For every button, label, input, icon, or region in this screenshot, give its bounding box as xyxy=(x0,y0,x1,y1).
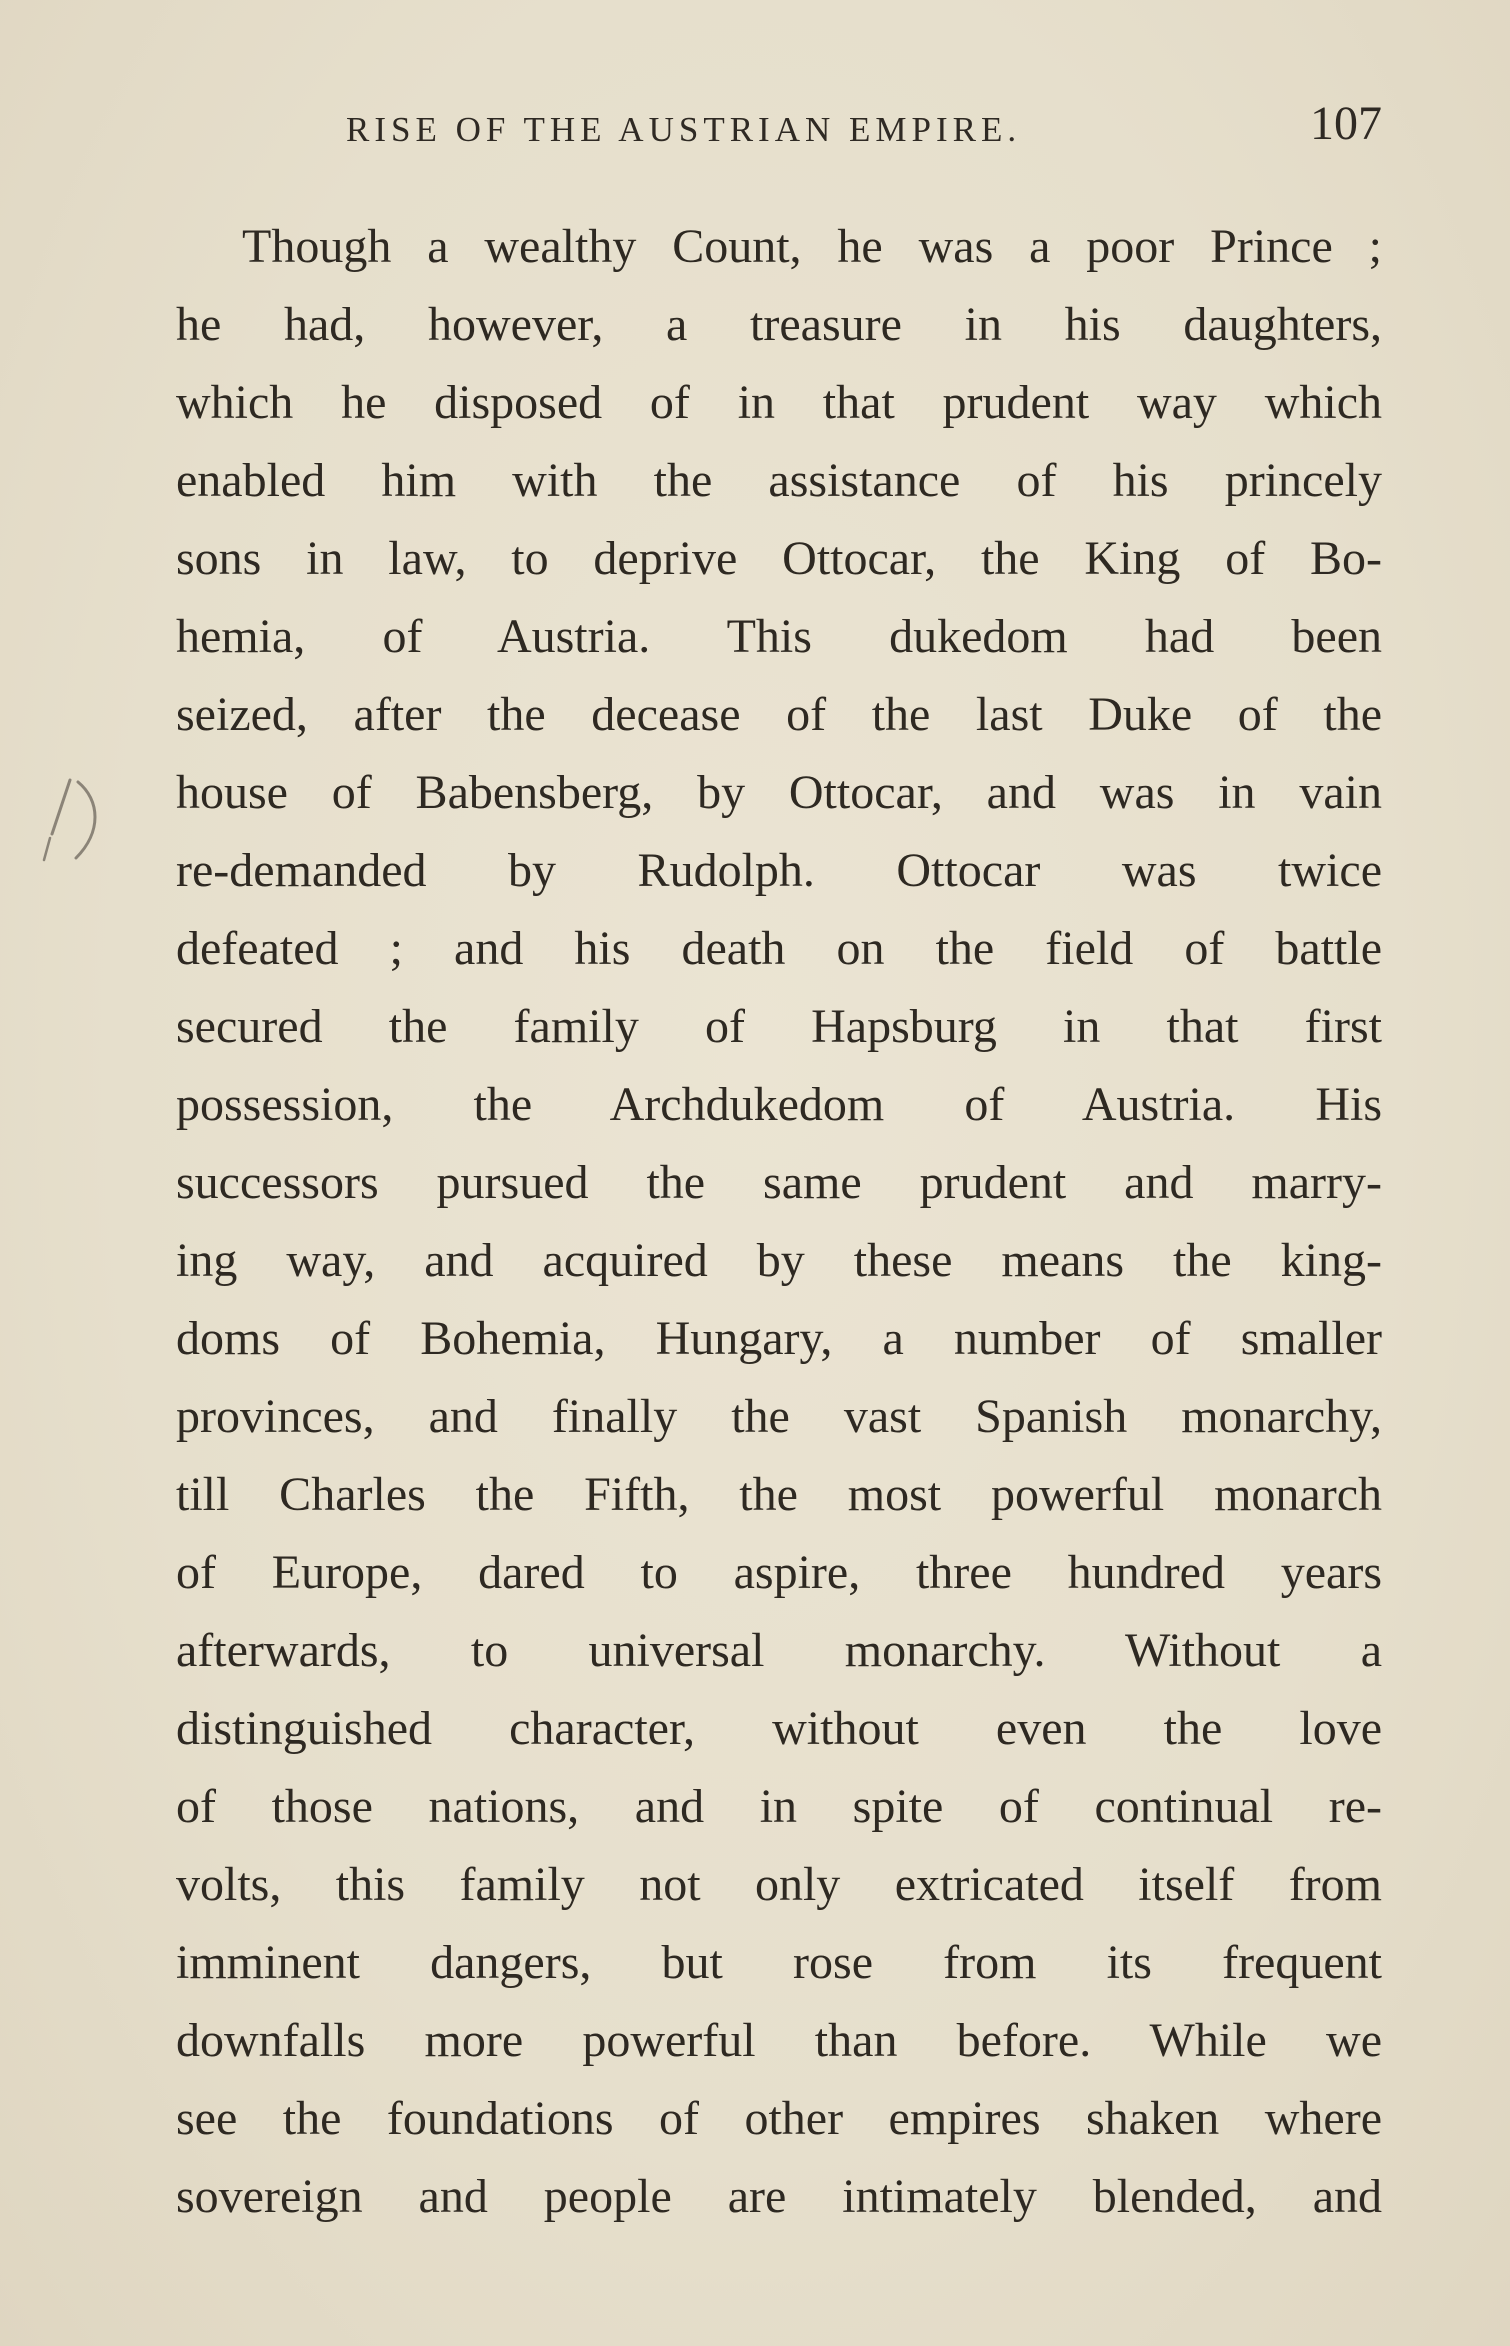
text-line: hemia, of Austria. This dukedom had been xyxy=(176,610,1382,663)
text-line: enabled him with the assistance of his princely xyxy=(176,454,1382,507)
text-line: ing way, and acquired by these means the king- xyxy=(176,1234,1382,1287)
page-number: 107 xyxy=(1310,97,1382,150)
text-line: volts, this family not only extricated itself from xyxy=(176,1858,1382,1911)
text-line: house of Babensberg, by Ottocar, and was in vain xyxy=(176,766,1382,819)
text-line: see the foundations of other empires shaken where xyxy=(176,2092,1382,2145)
text-line: defeated ; and his death on the field of battle xyxy=(176,922,1382,975)
text-line: re-demanded by Rudolph. Ottocar was twice xyxy=(176,844,1382,897)
running-head xyxy=(176,96,1382,156)
text-line: which he disposed of in that prudent way which xyxy=(176,376,1382,429)
pencil-margin-mark xyxy=(30,772,110,872)
text-line: afterwards, to universal monarchy. Without a xyxy=(176,1624,1382,1677)
text-line: till Charles the Fifth, the most powerful monarch xyxy=(176,1468,1382,1521)
text-line: of Europe, dared to aspire, three hundred years xyxy=(176,1546,1382,1599)
text-line: successors pursued the same prudent and marry- xyxy=(176,1156,1382,1209)
text-line: secured the family of Hapsburg in that first xyxy=(176,1000,1382,1053)
text-line: he had, however, a treasure in his daughters, xyxy=(176,298,1382,351)
text-line: downfalls more powerful than before. While we xyxy=(176,2014,1382,2067)
text-line: Though a wealthy Count, he was a poor Prince ; xyxy=(242,220,1382,273)
text-line: distinguished character, without even the love xyxy=(176,1702,1382,1755)
text-line: provinces, and finally the vast Spanish monarchy, xyxy=(176,1390,1382,1443)
running-title: RISE OF THE AUSTRIAN EMPIRE. xyxy=(346,110,1022,149)
text-line: seized, after the decease of the last Duke of the xyxy=(176,688,1382,741)
body-text xyxy=(176,208,1382,2236)
text-line: of those nations, and in spite of continual re- xyxy=(176,1780,1382,1833)
text-line: doms of Bohemia, Hungary, a number of smaller xyxy=(176,1312,1382,1365)
text-line: imminent dangers, but rose from its frequent xyxy=(176,1936,1382,1989)
text-line: sons in law, to deprive Ottocar, the King of Bo- xyxy=(176,532,1382,585)
text-line: possession, the Archdukedom of Austria. His xyxy=(176,1078,1382,1131)
text-line: sovereign and people are intimately blended, and xyxy=(176,2170,1382,2223)
